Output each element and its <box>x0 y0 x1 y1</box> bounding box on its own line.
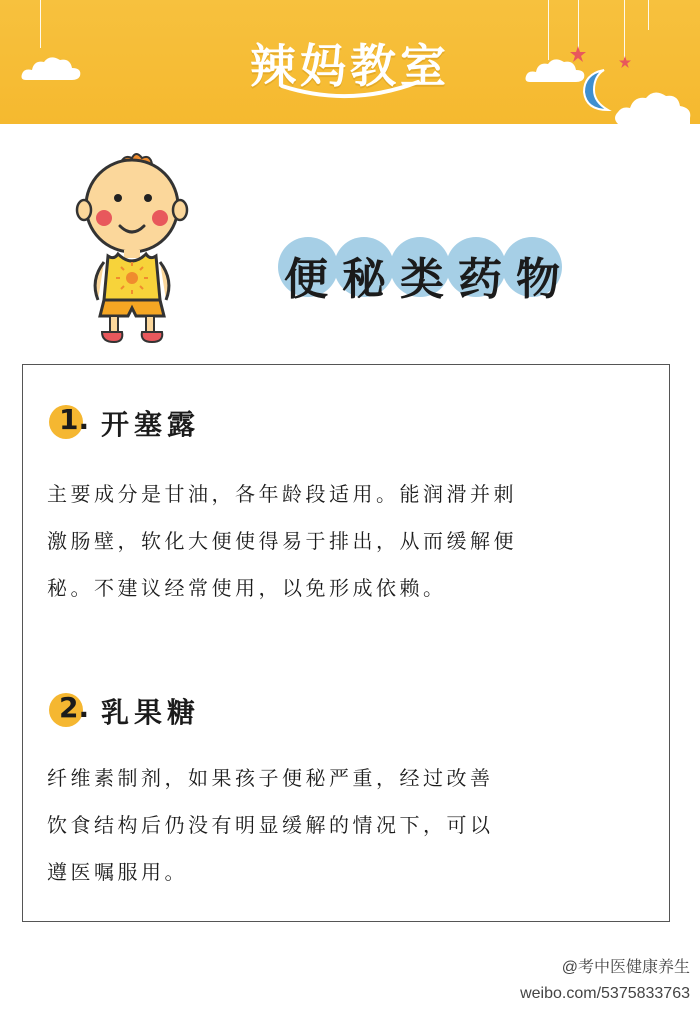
boy-illustration <box>68 150 198 346</box>
body-line: 秘。不建议经常使用，以免形成依赖。 <box>47 576 447 600</box>
banner-title: 辣妈教室 <box>250 39 450 93</box>
watermark-handle: @考中医健康养生 <box>561 959 690 976</box>
watermark <box>520 955 690 1007</box>
section-body <box>47 755 647 896</box>
body-line: 纤维素制剂，如果孩子便秘严重，经过改善 <box>47 766 494 790</box>
section-title: 乳果糖 <box>101 696 201 729</box>
page-title: 便秘类药物 <box>284 254 574 305</box>
content-card <box>22 364 670 922</box>
body-line: 激肠壁，软化大便使得易于排出，从而缓解便 <box>47 529 517 553</box>
section-number: 1. <box>59 403 90 436</box>
section-body <box>47 471 647 612</box>
watermark-url: weibo.com/5375833763 <box>520 985 690 1002</box>
section-title: 开塞露 <box>101 408 201 441</box>
body-line: 遵医嘱服用。 <box>47 860 188 884</box>
section-number: 2. <box>59 691 90 724</box>
swoosh-decoration <box>280 78 420 102</box>
body-line: 主要成分是甘油，各年龄段适用。能润滑并刺 <box>47 482 517 506</box>
hanging-string <box>648 0 649 30</box>
body-line: 饮食结构后仍没有明显缓解的情况下，可以 <box>47 813 494 837</box>
header-banner <box>0 0 700 124</box>
